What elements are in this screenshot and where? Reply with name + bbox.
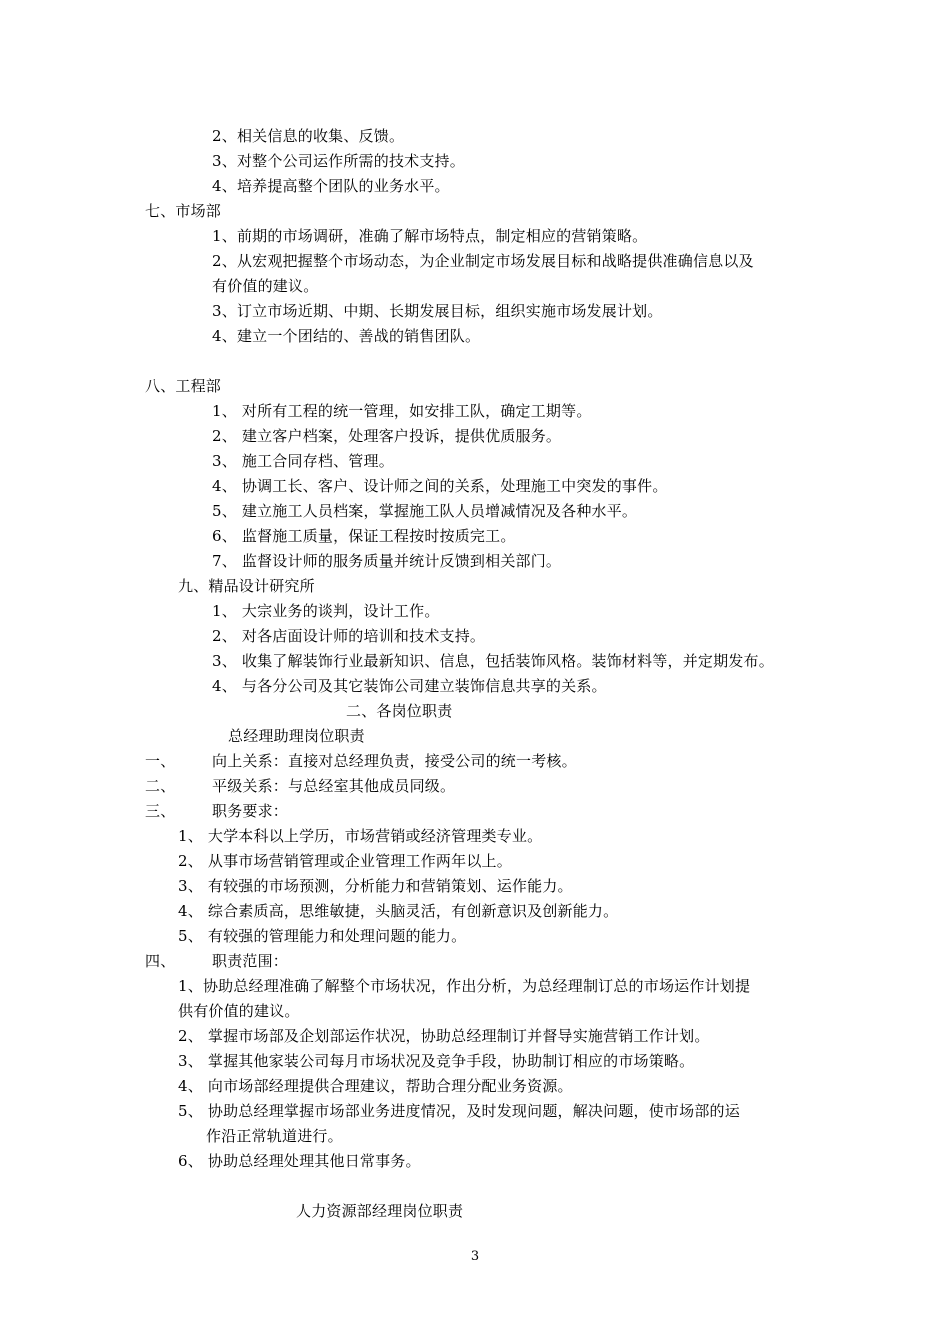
list-item: 2、 建立客户档案，处理客户投诉，提供优质服务。 (212, 427, 562, 445)
list-item: 6、 协助总经理处理其他日常事务。 (178, 1152, 421, 1170)
relation-text: 向上关系：直接对总经理负责，接受公司的统一考核。 (212, 752, 577, 770)
list-item: 3、 有较强的市场预测，分析能力和营销策划、运作能力。 (178, 877, 573, 895)
list-item: 4、 向市场部经理提供合理建议，帮助合理分配业务资源。 (178, 1077, 573, 1095)
list-item: 2、相关信息的收集、反馈。 (212, 127, 405, 145)
list-item: 1、前期的市场调研，准确了解市场特点，制定相应的营销策略。 (212, 227, 648, 245)
list-item: 4、建立一个团结的、善战的销售团队。 (212, 327, 481, 345)
relation-number: 一、 (145, 752, 176, 770)
scope-heading-text: 职责范围： (212, 952, 289, 970)
relation-text: 平级关系：与总经室其他成员同级。 (212, 777, 456, 795)
section-heading-engineering: 八、工程部 (145, 377, 222, 395)
list-item: 3、订立市场近期、中期、长期发展目标，组织实施市场发展计划。 (212, 302, 663, 320)
relation-item (145, 801, 175, 821)
relation-item (145, 751, 175, 771)
list-item: 5、 协助总经理掌握市场部业务进度情况，及时发现问题，解决问题，使市场部的运 (178, 1102, 740, 1120)
relation-number: 二、 (145, 777, 176, 795)
list-item: 4、 与各分公司及其它装饰公司建立装饰信息共享的关系。 (212, 677, 607, 695)
section-heading-design-institute: 九、精品设计研究所 (178, 577, 315, 595)
list-item: 1、协助总经理准确了解整个市场状况，作出分析，为总经理制订总的市场运作计划提 (178, 977, 751, 995)
list-item: 1、 对所有工程的统一管理，如安排工队，确定工期等。 (212, 402, 592, 420)
list-item: 5、 有较强的管理能力和处理问题的能力。 (178, 927, 467, 945)
list-item: 3、 施工合同存档、管理。 (212, 452, 394, 470)
section-heading-market: 七、市场部 (145, 202, 222, 220)
list-item: 2、 对各店面设计师的培训和技术支持。 (212, 627, 486, 645)
position-title: 总经理助理岗位职责 (228, 727, 365, 745)
list-item: 4、 协调工长、客户、设计师之间的关系，处理施工中突发的事件。 (212, 477, 668, 495)
relation-number: 三、 (145, 802, 176, 820)
list-item: 1、 大学本科以上学历，市场营销或经济管理类专业。 (178, 827, 543, 845)
page-number: 3 (470, 1249, 480, 1264)
list-item: 5、 建立施工人员档案，掌握施工队人员增减情况及各种水平。 (212, 502, 638, 520)
list-item: 1、 大宗业务的谈判，设计工作。 (212, 602, 440, 620)
part-title: 二、各岗位职责 (346, 702, 453, 720)
list-item-continuation: 作沿正常轨道进行。 (206, 1127, 343, 1145)
list-item: 7、 监督设计师的服务质量并统计反馈到相关部门。 (212, 552, 562, 570)
list-item: 2、 从事市场营销管理或企业管理工作两年以上。 (178, 852, 512, 870)
relation-text: 职务要求： (212, 802, 289, 820)
list-item: 2、从宏观把握整个市场动态，为企业制定市场发展目标和战略提供准确信息以及 (212, 252, 754, 270)
relation-item (145, 776, 175, 796)
list-item-continuation: 有价值的建议。 (212, 277, 319, 295)
position-title: 人力资源部经理岗位职责 (296, 1202, 464, 1220)
list-item-continuation: 供有价值的建议。 (178, 1002, 300, 1020)
list-item: 2、 掌握市场部及企划部运作状况，协助总经理制订并督导实施营销工作计划。 (178, 1027, 710, 1045)
list-item: 4、 综合素质高，思维敏捷，头脑灵活，有创新意识及创新能力。 (178, 902, 619, 920)
scope-heading-number: 四、 (145, 952, 176, 970)
list-item: 4、培养提高整个团队的业务水平。 (212, 177, 450, 195)
list-item: 3、对整个公司运作所需的技术支持。 (212, 152, 465, 170)
list-item: 3、 掌握其他家装公司每月市场状况及竞争手段，协助制订相应的市场策略。 (178, 1052, 695, 1070)
list-item: 3、 收集了解装饰行业最新知识、信息，包括装饰风格。装饰材料等，并定期发布。 (212, 652, 774, 670)
list-item: 6、 监督施工质量，保证工程按时按质完工。 (212, 527, 516, 545)
